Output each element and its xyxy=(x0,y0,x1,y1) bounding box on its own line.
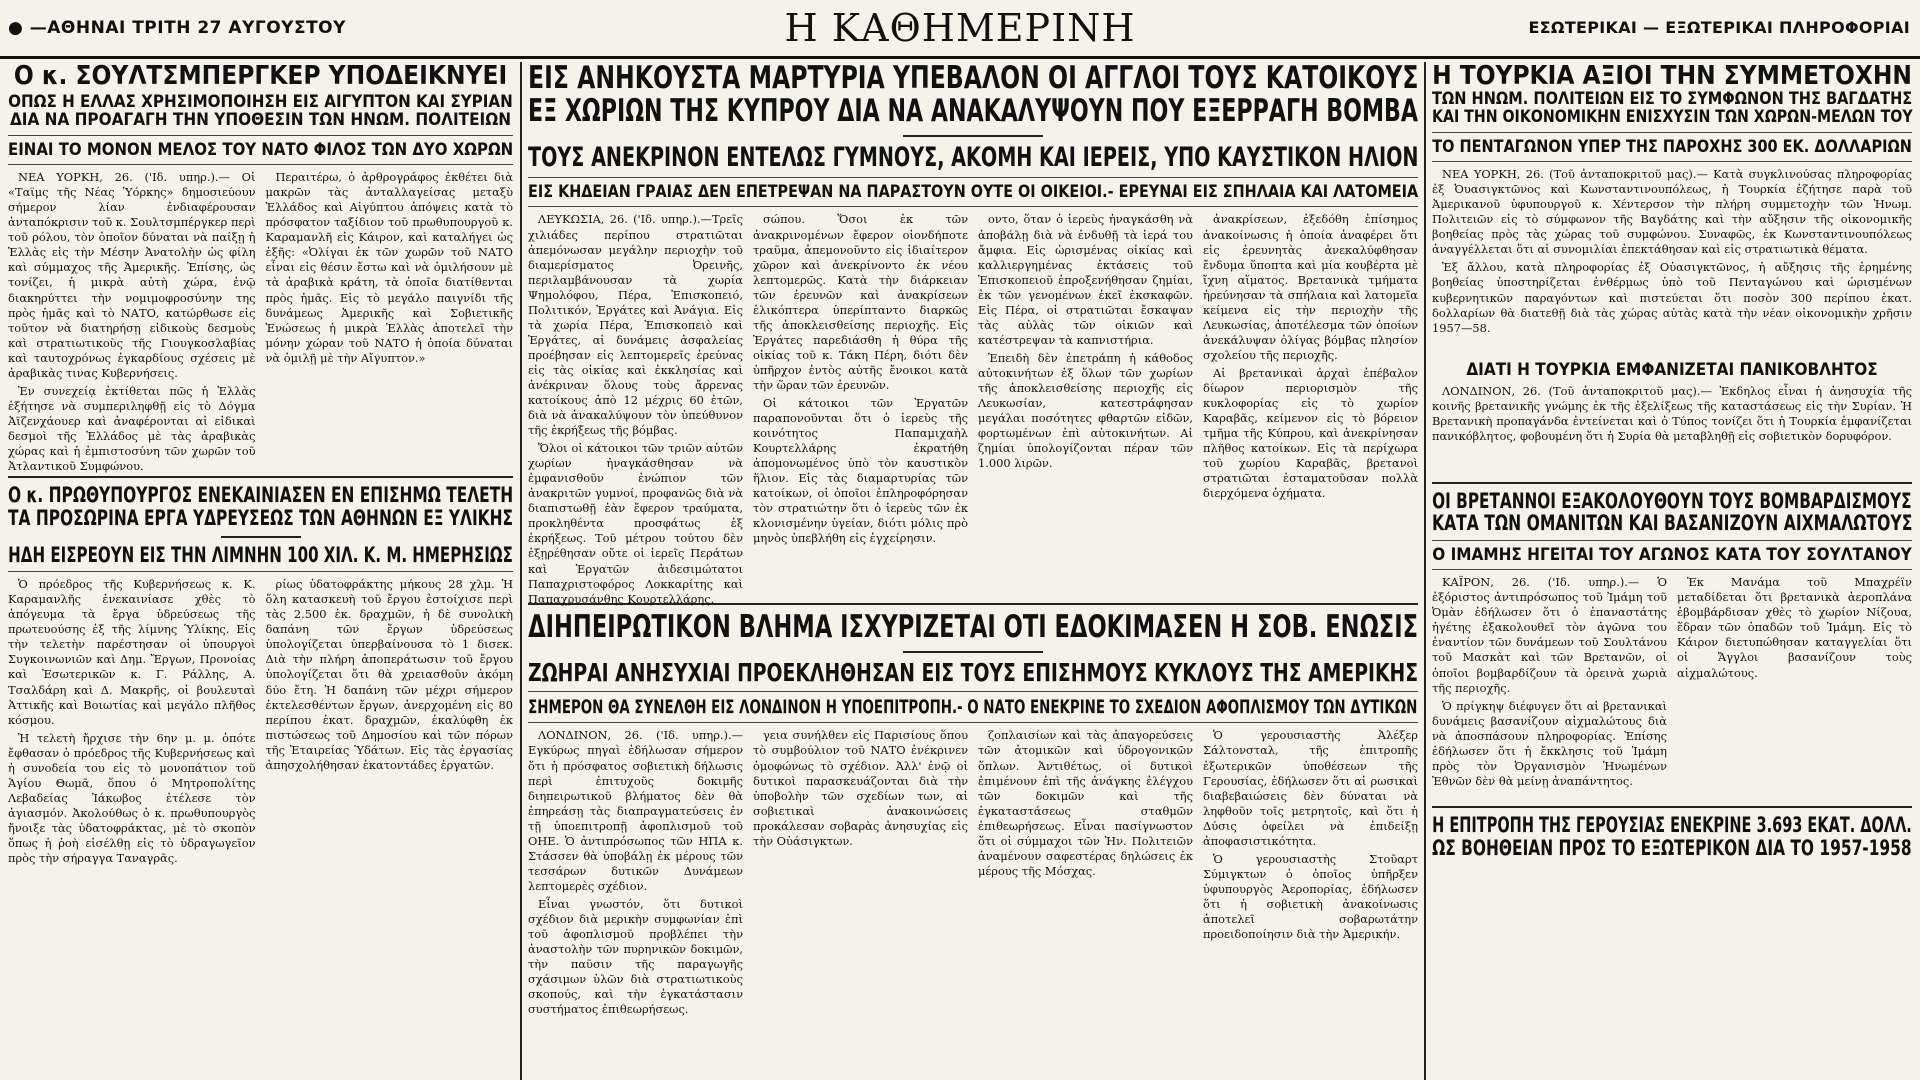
subheadline: Ο ΙΜΑΜΗΣ ΗΓΕΙΤΑΙ ΤΟΥ ΑΓΩΝΟΣ ΚΑΤΑ ΤΟΥ ΣΟΥΛΤΑΝΟΥ xyxy=(1432,544,1912,565)
divider xyxy=(8,135,513,136)
paragraph: ζοπλαισίων καὶ τὰς ἀπαγορεύσεις τῶν ἀτομικῶν καὶ ὑδρογονικῶν ὅπλων. Ἀντιθέτως, οἱ δυτικοὶ ἐπιμένουν ἐπὶ τῆς ἀνάγκης ἐλέγχου τῶν δοκιμῶν καὶ τῆς ἐγκαταστάσεως σταθμῶν ἐπιθεωρήσεως. Εἶναι πασίγνωστον ὅτι οἱ σύμμαχοι τῶν Ἡν. Πολιτειῶν ἀναμένουν σαφεστέρας δηλώσεις ἐκ μέρους τῆς Μόσχας. xyxy=(978,728,1193,878)
center-column xyxy=(528,62,1418,1080)
paragraph: Περαιτέρω, ὁ ἀρθρογράφος ἐκθέτει διὰ μακρῶν τὰς ἀνταλλαγείσας μεταξὺ Ἑλλάδος καὶ Αἰγύπτου ἀπόψεις κατὰ τὸ πρόσφατον ταξίδιον τοῦ πρωθυπουργοῦ κ. Καραμανλῆ εἰς Κάιρον, καὶ καταλήγει ὡς ἑξῆς: «Ὀλίγαι ἐκ τῶν χωρῶν τοῦ ΝΑΤΟ εἶναι εἰς θέσιν ἔστω καὶ νὰ ὁμιλήσουν μὲ τὰ ἀραβικὰ κράτη, τὰ ὁποῖα διατίθενται πρὸς ἡμᾶς. Εἰς τὸ μεγάλο παιγνίδι τῆς δυνάμεως Ἀμερικῆς καὶ Σοβιετικῆς Ἑνώσεως ἡ μικρὰ Ἑλλὰς ἀποτελεῖ τὴν μόνην χώραν τοῦ ΝΑΤΟ ἡ ὁποία δύναται νὰ ὁμιλῇ μὲ τὴν Αἴγυπτον.» xyxy=(265,170,513,365)
divider xyxy=(903,135,1043,137)
paragraph: Ἡ τελετὴ ἤρχισε τὴν 6ην μ. μ. ὁπότε ἔφθασαν ὁ πρόεδρος τῆς Κυβερνήσεως καὶ ἡ συνοδεία του εἰς τὸ μονοπάτιον τοῦ Ἁγίου Θωμᾶ, ὅπου ὁ Μητροπολίτης Λεβαδείας Ἰάκωβος ἐτέλεσε τὸν ἁγιασμόν. Ἀκολούθως ὁ κ. πρωθυπουργὸς ἤνοιξε τὰς ὑδατοφράκτας, μὲ τὸ σκοπὸν ὅπως ἡ ῥοὴ εἰσέλθῃ εἰς τὸ ὑδραγωγεῖον πρὸς τὴν σήραγγα Ταναγρᾶς. xyxy=(8,730,256,866)
column-rule xyxy=(520,62,522,1080)
headline: Η ΕΠΙΤΡΟΠΗ ΤΗΣ ΓΕΡΟΥΣΙΑΣ ΕΝΕΚΡΙΝΕ 3.693 ΕΚΑΤ. ΔΟΛΛ. xyxy=(1432,813,1912,838)
paragraph: ἀνακρίσεων, ἐξεδόθη ἐπίσημος ἀνακοίνωσις ἡ ὁποία ἀναφέρει ὅτι εἰς ἐρευνητὰς ἀνεκαλύφθησαν ἔνδυμα ὕποπτα καὶ μία κουβέρτα μὲ ἴχνη αἵματος. Βρετανικὰ τμήματα ἠρεύνησαν τὰ σπήλαια καὶ λατομεῖα κείμενα εἰς τὴν περιοχὴν τῆς Λευκωσίας, ἀποτέλεσμα τῶν ὁποίων ἀνεκάλυψαν ὀλίγας βόμβας πλησίον σχολείου τῆς περιοχῆς. xyxy=(1203,212,1418,362)
paragraph: Ὁ πρόεδρος τῆς Κυβερνήσεως κ. Κ. Καραμανλῆς ἐνεκαινίασε χθὲς τὸ ἀπόγευμα τὰ ἔργα ὑδρεύσεως τῆς πρωτευούσης ἐξ τῆς λίμνης Ὑλίκης. Εἰς τὴν τελετὴν παρέστησαν οἱ ὑπουργοὶ Συγκοινωνιῶν καὶ Δημ. Ἔργων, Προνοίας καὶ Ἐσωτερικῶν κ. Γ. Ράλλης, Α. Τσαλδάρη καὶ Δ. Μακρῆς, οἱ βουλευταὶ Ἀττικῆς καὶ Βοιωτίας καὶ μεγάλο πλῆθος κόσμου. xyxy=(8,577,256,727)
newspaper-title: Η ΚΑΘΗΜΕΡΙΝΗ xyxy=(784,6,1136,50)
section-divider xyxy=(1432,806,1912,808)
headline: ΟΙ ΒΡΕΤΑΝΝΟΙ ΕΞΑΚΟΛΟΥΘΟΥΝ ΤΟΥΣ ΒΟΜΒΑΡΔΙΣΜΟΥΣ xyxy=(1432,488,1912,513)
paragraph: ΛΟΝΔΙΝΟΝ, 26. ('Ιδ. υπηρ.).—Εγκύρως πηγαὶ ἐδήλωσαν σήμερον ὅτι ἡ πρόσφατος σοβιετικὴ δήλωσις περὶ ἐπιτυχοῦς δοκιμῆς διηπειρωτικοῦ βλήματος δὲν θὰ ἐπηρεάσῃ τὰς διαπραγματεύσεις ἐν τῇ ὑποεπιτροπῇ ἀφοπλισμοῦ τοῦ ΟΗΕ. Ὁ ἀντιπρόσωπος τῶν ΗΠΑ κ. Στάσσεν θὰ ὑποβάλῃ ἐκ μέρους τῶν τεσσάρων δυτικῶν Δυνάμεων λεπτομερὲς σχέδιον. xyxy=(528,728,743,893)
divider xyxy=(528,177,1418,178)
divider xyxy=(8,164,513,165)
paragraph: σώπου. Ὅσοι ἐκ τῶν ἀνακρινομένων ἔφερον οἱονδήποτε τραῦμα, ἀπεμονοῦντο εἰς ἰδιαίτερον χῶρον καὶ ἀνεκρίνοντο ἐκ νέου λεπτομερῶς. Κατὰ τὴν διάρκειαν τῶν ἐρευνῶν καὶ ἀνακρίσεων ἑλικόπτερα ὑπερίπταντο διαρκῶς τῆς ἀποκλεισθείσης περιοχῆς. Εἰς Ἐργάτες παρεδιάσθη ἡ θύρα τῆς οἰκίας τοῦ κ. Τάκη Πέρη, διότι δὲν ὑπῆρχον ἐντὸς αὐτῆς ἔνοικοι κατὰ τὴν ὥραν τῶν ἐρευνῶν. xyxy=(753,212,968,392)
divider xyxy=(528,691,1418,692)
headline: Ο κ. ΣΟΥΛΤΣΜΠΕΡΓΚΕΡ ΥΠΟΔΕΙΚΝΥΕΙ xyxy=(13,61,508,91)
article-water-supply xyxy=(8,484,513,1017)
headline: Ο κ. ΠΡΩΘΥΠΟΥΡΓΟΣ ΕΝΕΚΑΙΝΙΑΣΕΝ ΕΝ ΕΠΙΣΗΜΩ ΤΕΛΕΤΗ xyxy=(8,483,514,508)
paragraph: Ἐπειδὴ δὲν ἐπετράπη ἡ κάθοδος αὐτοκινήτων ἐξ ὅλων τῶν χωρίων τῆς ἀποκλεισθείσης περιοχῆς εἰς Λευκωσίαν, κατεστράφησαν μεγάλαι ποσότητες φθαρτῶν εἰδῶν, φορτωμένων ἐπὶ αὐτοκινήτων. Αἱ ζημίαι ὑπολογίζονται πέραν τῶν 1.000 λιρῶν. xyxy=(978,350,1193,471)
divider xyxy=(903,651,1043,653)
right-column xyxy=(1432,62,1912,1080)
subheadline: ΕΙΣ ΚΗΔΕΙΑΝ ΓΡΑΙΑΣ ΔΕΝ ΕΠΕΤΡΕΨΑΝ ΝΑ ΠΑΡΑΣΤΟΥΝ ΟΥΤΕ ΟΙ ΟΙΚΕΙΟΙ.- ΕΡΕΥΝΑΙ ΕΙΣ ΣΠΗΛΑΙΑ ΚΑΙ ΛΑΤΟΜΕΙΑ xyxy=(528,182,1419,203)
article-body xyxy=(528,212,1418,606)
paragraph: Ἐξ ἄλλου, κατὰ πληροφορίας ἐξ Οὐασιγκτῶνος, ἡ αὔξησις τῆς ἐρημένης βοηθείας ὑποστηρίζεται ἐνθέρμως ὑπὸ τοῦ Πενταγώνου καὶ ὡρισμένων κυβερνητικῶν παραγόντων καὶ πιστεύεται ὅτι ποσὸν 300 περίπου ἑκατ. δολλαρίων θὰ διατεθῇ διὰ τὰς χώρας αὐτὰς κατὰ τὴν νέαν οἰκονομικὴν χρῆσιν 1957—58. xyxy=(1432,260,1912,335)
headline: ΤΑ ΠΡΟΣΩΡΙΝΑ ΕΡΓΑ ΥΔΡΕΥΣΕΩΣ ΤΩΝ ΑΘΗΝΩΝ ΕΞ ΥΛΙΚΗΣ xyxy=(8,505,514,530)
column-rule xyxy=(1424,62,1426,1080)
paragraph: οντο, ὅταν ὁ ἱερεὺς ἠναγκάσθη νὰ ἀποβάλῃ διὰ νὰ ἐνδυθῇ τὰ ἱερά του ἄμφια. Εἰς ὡρισμένας οἰκίας καὶ καλλιεργημένας ἐκτάσεις τοῦ Ἐπισκοπειοῦ ἐπροξενήθησαν ζημίαι, ἐκ τῶν γενομένων ἐκεῖ ἐκσκαφῶν. Εἰς Πέρα, οἱ στρατιῶται ἔσκαψαν τὰς αὐλὰς τῶν οἰκιῶν καὶ κατέστρεψαν τὰ καπνιστήρια. xyxy=(978,212,1193,347)
article-body xyxy=(1432,575,1912,800)
subheadline: ΤΟΥΣ ΑΝΕΚΡΙΝΟΝ ΕΝΤΕΛΩΣ ΓΥΜΝΟΥΣ, ΑΚΟΜΗ ΚΑΙ ΙΕΡΕΙΣ, ΥΠΟ ΚΑΥΣΤΙΚΟΝ ΗΛΙΟΝ xyxy=(528,141,1419,173)
paragraph: ρίως ὑδατοφράκτης μήκους 28 χλμ. Ἡ ὅλη κατασκευὴ τοῦ ἔργου ἐστοίχισε περὶ τὰς 2.500 ἑκ. δραχμῶν, ἡ δὲ συνολικὴ δαπάνη τῶν ἔργων ὑδρεύσεως ὑπολογίζεται ὑπερβαίνουσα τὸ 1 δισεκ. Διὰ τὴν πλήρη ἀποπεράτωσιν τοῦ ἔργου ὑπολογίζεται ὅτι θὰ χρειασθοῦν ἀκόμη δύο ἔτη. Ἡ δαπάνη τῶν μέχρι σήμερον ἐκτελεσθέντων ἔργων, ἀνερχομένη εἰς 80 περίπου ἑκατ. δραχμῶν, ἐκαλύφθη ἐκ πιστώσεως τοῦ Δημοσίου καὶ τῶν πόρων τῆς Ἑταιρείας Ὑδάτων. Εἰς τὰς ἐργασίας ἀπησχολήθησαν ἑκατοντάδες ἐργατῶν. xyxy=(265,577,513,772)
article-body xyxy=(528,728,1418,1017)
paragraph: Αἱ βρετανικαὶ ἀρχαὶ ἐπέβαλον δίωρον περιορισμὸν τῆς κυκλοφορίας εἰς τὸ χωρίον Καραβᾶς, κείμενον εἰς τὸ βόρειον τμῆμα τῆς Κύπρου, καὶ ἀνεκρίνησαν πλῆθος κατοίκων. Εἰς τὰ περίχωρα τοῦ χωρίου Καραβᾶς, βρετανοὶ στρατιῶται ἐσταματοῦσαν πολλὰ διερχόμενα ὀχήματα. xyxy=(1203,365,1418,501)
subheadline: ΣΗΜΕΡΟΝ ΘΑ ΣΥΝΕΛΘΗ ΕΙΣ ΛΟΝΔΙΝΟΝ Η ΥΠΟΕΠΙΤΡΟΠΗ.- Ο ΝΑΤΟ ΕΝΕΚΡΙΝΕ ΤΟ ΣΧΕΔΙΟΝ ΑΦΟΠΛΙΣΜΟΥ ΤΩΝ ΔΥΤΙΚΩΝ xyxy=(528,695,1418,718)
headline: ΕΙΣ ΑΝΗΚΟΥΣΤΑ ΜΑΡΤΥΡΙΑ ΥΠΕΒΑΛΟΝ ΟΙ ΑΓΓΛΟΙ ΤΟΥΣ ΚΑΤΟΙΚΟΥΣ xyxy=(528,60,1419,96)
paragraph: Ὅλοι οἱ κάτοικοι τῶν τριῶν αὐτῶν χωρίων ἠναγκάσθησαν νὰ ἐμφανισθοῦν ἐνώπιον τῶν ἀνακριτῶν γυμνοί, προφανῶς διὰ νὰ διαπιστωθῇ ἐὰν ἔφερον τραύματα, προκληθέντα προσφάτως ἐξ ἐκρήξεως. Τοῦ μέτρου τούτου δὲν ἐξῃρέθησαν οὔτε οἱ ἱερεῖς Περάτων καὶ Ἐργατῶν ἀιδεσιμώτατοι Παπαχριστοφόρος Λοκκαρίτης καὶ Παπαχρυσάνθης Κουρτελλάρης. xyxy=(528,441,743,606)
headline: ΚΑΤΑ ΤΩΝ ΟΜΑΝΙΤΩΝ ΚΑΙ ΒΑΣΑΝΙΖΟΥΝ ΑΙΧΜΑΛΩΤΟΥΣ xyxy=(1432,511,1913,536)
paragraph: ΝΕΑ ΥΟΡΚΗ, 26. ('Ιδ. υπηρ.).— Οἱ «Ταϊμς τῆς Νέας Ὑόρκης» δημοσιεύουν σήμερον λίαν ἐνδιαφέρουσαν ἀνταπόκρισιν τοῦ κ. Σουλτσμπέργκερ περὶ τοῦ ρόλου, τὸν ὁποῖον δύναται νὰ παίξῃ ἡ Ἑλλὰς εἰς τὴν Μέσην Ἀνατολὴν ὡς φίλη καὶ σύμμαχος τῆς Ἀμερικῆς. Ἐπίσης, ὡς τονίζει, ἡ μικρὰ αὐτὴ χώρα, ἐνῷ διακηρύττει τὴν νομιμοφροσύνην της πρὸς ἡμᾶς καὶ τὸ ΝΑΤΟ, κατώρθωσε εἰς τοῦτον νὰ διατηρήσῃ εἰδικοὺς δεσμοὺς καὶ στρατιωτικοὺς τῆς Γιουγκοσλαβίας καὶ ταυτοχρόνως ἐγκαρδίους σχέσεις μὲ ἀραβικὰς τινας Κυβερνήσεις. xyxy=(8,170,256,380)
divider xyxy=(1432,161,1912,162)
paragraph: ΝΕΑ ΥΟΡΚΗ, 26. (Τοῦ ἀνταποκριτοῦ μας).— Κατὰ συγκλινούσας πληροφορίας ἐξ Ὀυασιγκτῶνος καὶ Κωνσταντινουπόλεως, ἡ Τουρκία ἐζήτησε παρὰ τοῦ Ἀμερικανοῦ ὑφυπουργοῦ κ. Χέντερσον τὴν πλήρη συμμετοχὴν τῶν Ἡνωμ. Πολιτειῶν εἰς τὸ σύμφωνον τῆς Βαγδάτης καὶ τὴν αὔξησιν τῆς οἰκονομικῆς βοηθείας πρὸς τὰς χώρας τοῦ συμφώνου. Συναφῶς, ἐκ Κωνσταντινουπόλεως ἀναγγέλλεται ὅτι αἱ συνομιλίαι ἐπεκτάθησαν καὶ εἰς στρατιωτικὰ θέματα. xyxy=(1432,167,1912,257)
paragraph: Ὁ γερουσιαστὴς Ἀλέξερ Σάλτονσταλ, τῆς ἐπιτροπῆς ἐξωτερικῶν ὑποθέσεων τῆς Γερουσίας, ἐδήλωσεν ὅτι αἱ ρωσικαὶ διαβεβαιώσεις δὲν δύναται νὰ ληφθοῦν τοῖς μετρητοῖς, καὶ ὅτι ἡ Δύσις ὀφείλει νὰ ἐπιδείξῃ ἀποφασιστικότητα. xyxy=(1203,728,1418,848)
article-oman xyxy=(1432,490,1912,801)
subheadline: ΟΠΩΣ Η ΕΛΛΑΣ ΧΡΗΣΙΜΟΠΟΙΗΣΗ ΕΙΣ ΑΙΓΥΠΤΟΝ ΚΑΙ ΣΥΡΙΑΝ xyxy=(8,92,513,113)
headline: Η ΤΟΥΡΚΙΑ ΑΞΙΟΙ ΤΗΝ ΣΥΜΜΕΤΟΧΗΝ xyxy=(1432,61,1912,91)
paragraph: Ἐκ Μανάμα τοῦ Μπαχρέϊν μεταδίδεται ὅτι βρετανικὰ ἀεροπλάνα ἐβομβάρδισαν χθὲς τὸ χωρίον Νίζουα, ἕδραν τῶν ὀπαδῶν τοῦ Ἰμάμη. Εἰς τὸ Κάιρον διετυπώθησαν καταγγελίαι ὅτι οἱ Ἄγγλοι βασανίζουν τοὺς αἰχμαλώτους. xyxy=(1677,575,1912,680)
article-body xyxy=(8,577,513,1017)
divider xyxy=(8,571,513,572)
article-sultzberger xyxy=(8,61,514,474)
paragraph: Ὁ γερουσιαστὴς Στοῦαρτ Σύμιγκτων ὁ ὁποῖος ὑπῆρξεν ὑφυπουργὸς Ἀεροπορίας, ἐδήλωσεν ὅτι ἡ σοβιετικὴ ἀνακοίνωσις ἀποτελεῖ σοβαρωτάτην προειδοποίησιν διὰ τὴν Ἀμερικήν. xyxy=(1203,851,1418,942)
article-body xyxy=(1432,167,1912,357)
divider xyxy=(528,206,1418,207)
headline: ΔΙΗΠΕΙΡΩΤΙΚΟΝ ΒΛΗΜΑ ΙΣΧΥΡΙΖΕΤΑΙ ΟΤΙ ΕΔΟΚΙΜΑΣΕΝ Η ΣΟΒ. ΕΝΩΣΙΣ xyxy=(528,609,1419,646)
article-senate-aid xyxy=(1432,814,1912,859)
section-divider xyxy=(1432,482,1912,484)
divider xyxy=(1432,132,1912,133)
date-line: ● —ΑΘΗΝΑΙ ΤΡΙΤΗ 27 ΑΥΓΟΥΣΤΟΥ xyxy=(8,18,346,38)
article-cyprus xyxy=(528,60,1419,606)
subheadline: ΖΩΗΡΑΙ ΑΝΗΣΥΧΙΑΙ ΠΡΟΕΚΛΗΘΗΣΑΝ ΕΙΣ ΤΟΥΣ ΕΠΙΣΗΜΟΥΣ ΚΥΚΛΟΥΣ ΤΗΣ ΑΜΕΡΙΚΗΣ xyxy=(528,657,1419,687)
subheadline: ΔΙΑΤΙ Η ΤΟΥΡΚΙΑ ΕΜΦΑΝΙΖΕΤΑΙ ΠΑΝΙΚΟΒΛΗΤΟΣ xyxy=(1466,360,1878,381)
headline: ΕΞ ΧΩΡΙΩΝ ΤΗΣ ΚΥΠΡΟΥ ΔΙΑ ΝΑ ΑΝΑΚΑΛΥΨΟΥΝ ΠΟΥ ΕΞΕΡΡΑΓΗ ΒΟΜΒΑ xyxy=(528,93,1419,130)
article-body xyxy=(8,170,513,474)
article-icbm xyxy=(528,609,1419,1017)
paragraph: ΚΑΪΡΟΝ, 26. ('Ιδ. υπηρ.).— Ὁ ἐξόριστος ἀντιπρόσωπος τοῦ Ἰμάμη τοῦ Ὀμὰν ἐδήλωσεν ὅτι ὁ ἐπαναστάτης ἡγέτης ἐξακολουθεῖ τὸν ἀγῶνα του ἐναντίον τῶν δυνάμεων τοῦ Σουλτάνου τοῦ Μασκὰτ καὶ τῶν Βρετανῶν, οἱ ὁποῖοι βομβαρδίζουν τὰ ὀρεινὰ χωριὰ τῆς περιοχῆς. xyxy=(1432,575,1667,695)
paragraph: Οἱ κάτοικοι τῶν Ἐργατῶν παραπονοῦνται ὅτι ὁ ἱερεὺς τῆς κοινότητος Παπαμιχαὴλ Κουρτελλάρης ἐκρατήθη ἀπομονωμένος ὑπὸ τὸν καυστικὸν ἥλιον. Εἰς τὰς διαμαρτυρίας τῶν κατοίκων, οἱ ὁποῖοι ἐπληροφόρησαν τὸν στρατιώτην ὅτι ὁ ἱερεὺς τῶν ἐκ κλονισμένην ὑγείαν, διότι μόλις πρὸ μηνὸς ὑπεβλήθη εἰς ἐγχείρησιν. xyxy=(753,396,968,546)
paragraph: γεια συνήλθεν εἰς Παρισίους ὅπου τὸ συμβούλιον τοῦ ΝΑΤΟ ἐνέκρινεν ὁμοφώνως τὸ σχέδιον. Ἀλλ' ἐνῷ οἱ δυτικοὶ παρασκευάζονται διὰ τὴν ὑποβολὴν τῶν σχεδίων των, αἱ σοβιετικαὶ ἀνακοινώσεις προκάλεσαν σοβαρὰς ἀνησυχίας εἰς τὴν Οὐάσιγκτων. xyxy=(753,728,968,848)
divider xyxy=(221,536,301,538)
paragraph: Ὁ πρίγκηψ διέφυγεν ὅτι αἱ βρετανικαὶ δυνάμεις βασανίζουν αἰχμαλώτους διὰ νὰ ἀποσπάσουν πληροφορίας. Ἐπίσης ἐδήλωσεν ὅτι ἡ ἔκκλησις τοῦ Ἰμάμη πρὸς τὸν Ὀργανισμὸν Ἡνωμένων Ἐθνῶν δὲν θὰ μείνῃ ἀναπάντητος. xyxy=(1432,698,1667,788)
subheadline: ΤΩΝ ΗΝΩΜ. ΠΟΛΙΤΕΙΩΝ ΕΙΣ ΤΟ ΣΥΜΦΩΝΟΝ ΤΗΣ ΒΑΓΔΑΤΗΣ xyxy=(1432,89,1913,110)
paragraph: Ἐν συνεχείᾳ ἐκτίθεται πῶς ἡ Ἑλλὰς ἐξήτησε νὰ συμπεριληφθῇ εἰς τὸ Δόγμα Ἀϊζενχάουερ καὶ ἀναφέρονται αἱ εἰδικαὶ δεσμοὶ τῆς Ἑλλάδος μὲ τὰς ἀραβικὰς χώρας καὶ ἡ ἐμπιστοσύνη τῶν χωρῶν τοῦ Ἀτλαντικοῦ Συμφώνου. xyxy=(8,383,256,474)
subheadline: ΔΙΑ ΝΑ ΠΡΟΑΓΑΓΗ ΤΗΝ ΥΠΟΘΕΣΙΝ ΤΩΝ ΗΝΩΜ. ΠΟΛΙΤΕΙΩΝ xyxy=(9,110,512,131)
paragraph: ΛΕΥΚΩΣΙΑ, 26. ('Ιδ. υπηρ.).—Τρεῖς χιλιάδες περίπου στρατιῶται ἀπεμόνωσαν μεγάλην περιοχὴν τοῦ διαμερίσματος Ὀρεινῆς, περιλαμβάνουσαν τὰ χωρία Ψημολόφου, Πέρα, Ἐπισκοπειό, Πολιτικόν, Ἐργάτες καὶ Ἀνάγια. Εἰς τὰ χωρία Πέρα, Ἐπισκοπειὸ καὶ Ἐργάτες, αἱ δυνάμεις ἀσφαλείας προέβησαν εἰς λεπτομερεῖς ἐρεύνας εἰς τὰς οἰκίας καὶ ἐκκλησίας καὶ ἀνέκριναν ὅλους τοὺς ἄρρενας κατοίκους ἀπὸ 12 μέχρις 60 ἐτῶν, διὰ νὰ ἀνακαλύψουν τὸν ὑπεύθυνον τῆς ἐκρήξεως τῆς βόμβας. xyxy=(528,212,743,438)
left-column xyxy=(8,62,513,1080)
masthead xyxy=(0,0,1920,59)
article-turkey xyxy=(1432,62,1912,476)
section-divider xyxy=(8,476,513,478)
subheadline: ΗΔΗ ΕΙΣΡΕΟΥΝ ΕΙΣ ΤΗΝ ΛΙΜΝΗΝ 100 ΧΙΛ. Κ. Μ. ΗΜΕΡΗΣΙΩΣ xyxy=(8,542,513,567)
divider xyxy=(1432,569,1912,570)
subheadline: ΕΙΝΑΙ ΤΟ ΜΟΝΟΝ ΜΕΛΟΣ ΤΟΥ ΝΑΤΟ ΦΙΛΟΣ ΤΩΝ ΔΥΟ ΧΩΡΩΝ xyxy=(8,139,514,160)
subheadline: ΚΑΙ ΤΗΝ ΟΙΚΟΝΟΜΙΚΗΝ ΕΝΙΣΧΥΣΙΝ ΤΩΝ ΧΩΡΩΝ-ΜΕΛΩΝ ΤΟΥ xyxy=(1432,107,1913,128)
paragraph: ΛΟΝΔΙΝΟΝ, 26. (Τοῦ ἀνταποκριτοῦ μας).— Ἐκδηλος εἶναι ἡ ἀνησυχία τῆς κοινῆς βρετανικῆς γνώμης ἐκ τῆς ἐξελίξεως τῆς καταστάσεως εἰς τὴν Συρίαν. Ἡ Βρετανικὴ προπαγάνδα ἐντείνεται καὶ ὁ Τύπος τονίζει ὅτι ἡ Τουρκία ἐμφανίζεται πανικόβλητος, φοβουμένη ὅτι ἡ Συρία θὰ μεταβληθῇ εἰς σοβιετικὸν δορυφόρον. xyxy=(1432,383,1912,443)
section-label: ΕΣΩΤΕΡΙΚΑΙ — ΕΞΩΤΕΡΙΚΑΙ ΠΛΗΡΟΦΟΡΙΑΙ xyxy=(1528,18,1910,37)
headline: ΩΣ ΒΟΗΘΕΙΑΝ ΠΡΟΣ ΤΟ ΕΞΩΤΕΡΙΚΟΝ ΔΙΑ ΤΟ 1957-1958 xyxy=(1432,835,1912,860)
article-body xyxy=(1432,384,1912,476)
divider xyxy=(528,722,1418,723)
paragraph: Εἶναι γνωστόν, ὅτι δυτικοὶ σχέδιον διὰ μερικὴν συμφωνίαν ἐπὶ τοῦ ἀφοπλισμοῦ προβλέπει τὴν ἀναστολὴν τῶν πυρηνικῶν δοκιμῶν, τὴν παῦσιν τῆς παραγωγῆς σχάσιμων ὑλῶν διὰ στρατιωτικοὺς σκοπούς, καὶ τὴν ἐγκατάστασιν συστήματος ἐπιθεωρήσεως. xyxy=(528,896,743,1017)
divider xyxy=(1432,540,1912,541)
subheadline: ΤΟ ΠΕΝΤΑΓΩΝΟΝ ΥΠΕΡ ΤΗΣ ΠΑΡΟΧΗΣ 300 ΕΚ. ΔΟΛΛΑΡΙΩΝ xyxy=(1432,136,1912,157)
